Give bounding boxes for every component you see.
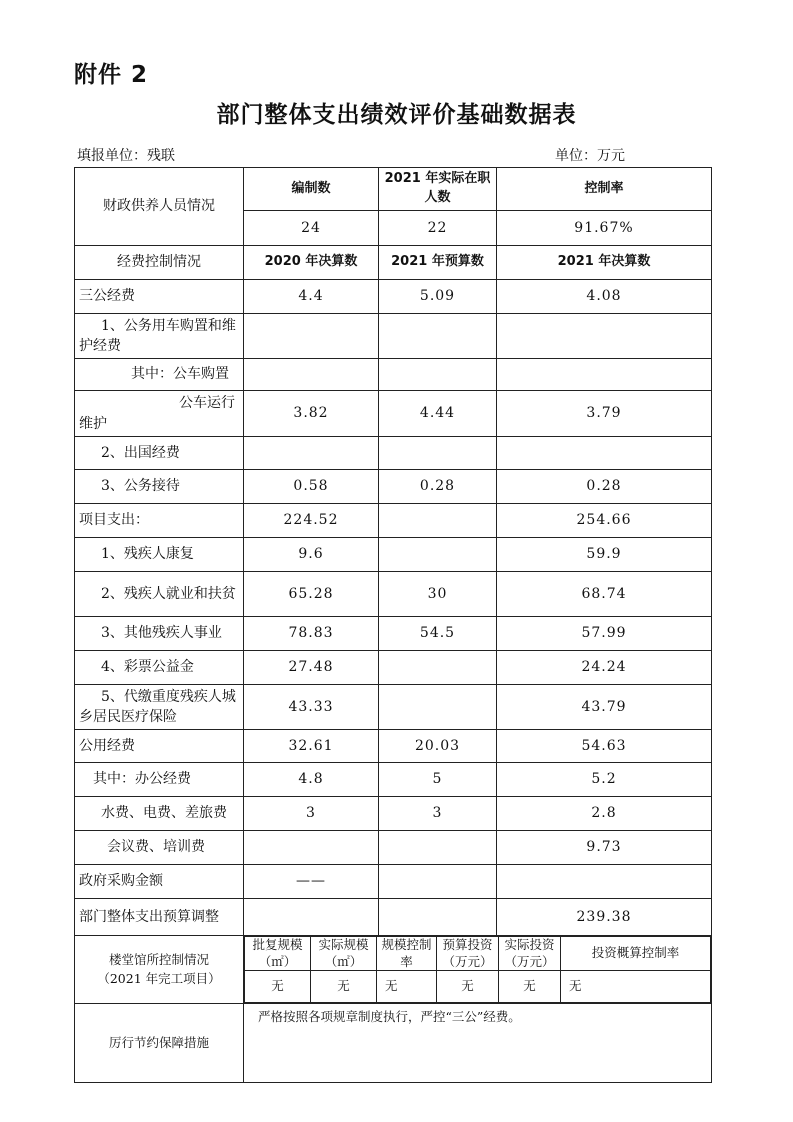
row-value-2021-budget [379, 865, 497, 899]
row-value-2021-final: 24.24 [497, 651, 712, 685]
row-value-2021-final: 54.63 [497, 730, 712, 763]
row-value-2021-budget: 0.28 [379, 470, 497, 504]
row-label: 其中：公车购置 [75, 359, 244, 391]
staff-value1: 24 [244, 211, 379, 246]
row-value-2021-final: 43.79 [497, 685, 712, 730]
row-value-2020: 3.82 [244, 391, 379, 437]
row-value-2020: 4.4 [244, 280, 379, 314]
building-approved-scale-header: 批复规模（㎡） [245, 937, 311, 971]
row-value-2020: 78.83 [244, 617, 379, 651]
row-label: 部门整体支出预算调整 [75, 899, 244, 936]
page-title: 部门整体支出绩效评价基础数据表 [216, 102, 577, 128]
row-value-2020: 9.6 [244, 538, 379, 572]
row-value-2020 [244, 359, 379, 391]
building-label-line1: 楼堂馆所控制情况 [108, 952, 209, 968]
table-row [75, 572, 712, 617]
building-label [75, 936, 244, 1004]
row-value-2020: 65.28 [244, 572, 379, 617]
row-value-2021-budget [379, 504, 497, 538]
row-label: 公车运行维护 [75, 391, 244, 437]
row-value-2021-final: 68.74 [497, 572, 712, 617]
row-value-2021-final: 254.66 [497, 504, 712, 538]
row-value-2020: 0.58 [244, 470, 379, 504]
row-value-2020: 32.61 [244, 730, 379, 763]
row-value-2021-final: 5.2 [497, 763, 712, 797]
row-label: 水费、电费、差旅费 [75, 797, 244, 831]
row-label: 3、其他残疾人事业 [75, 617, 244, 651]
row-value-2021-final: 239.38 [497, 899, 712, 936]
building-scale-rate-header: 规模控制率 [377, 937, 437, 971]
row-value-2021-final [497, 359, 712, 391]
row-value-2020 [244, 314, 379, 359]
row-value-2021-final [497, 865, 712, 899]
staff-col2: 2021 年实际在职人数 [379, 168, 497, 211]
row-value-2021-final: 2.8 [497, 797, 712, 831]
row-value-2020: 224.52 [244, 504, 379, 538]
row-value-2021-budget [379, 685, 497, 730]
staff-label: 财政供养人员情况 [75, 168, 244, 246]
row-label: 1、残疾人康复 [75, 538, 244, 572]
table-row [75, 865, 712, 899]
row-value-2021-final: 9.73 [497, 831, 712, 865]
table-row [75, 314, 712, 359]
row-value-2021-budget: 4.44 [379, 391, 497, 437]
table-row [75, 685, 712, 730]
row-label: 其中：办公经费 [75, 763, 244, 797]
data-table [74, 167, 712, 1083]
table-row [75, 437, 712, 470]
row-label: 1、公务用车购置和维护经费 [75, 314, 244, 359]
funds-col1: 2020 年决算数 [244, 246, 379, 280]
building-investment-rate-value: 无 [561, 971, 711, 1003]
fill-unit: 填报单位：残联 [77, 148, 175, 164]
building-scale-rate-value: 无 [377, 971, 437, 1003]
row-value-2021-final: 59.9 [497, 538, 712, 572]
row-label: 项目支出： [75, 504, 244, 538]
row-value-2021-budget: 5.09 [379, 280, 497, 314]
building-label-line2: （2021 年完工项目） [97, 970, 221, 986]
row-label: 政府采购金额 [75, 865, 244, 899]
row-value-2021-budget: 30 [379, 572, 497, 617]
building-actual-investment-value: 无 [499, 971, 561, 1003]
savings-label: 厉行节约保障措施 [75, 1004, 244, 1083]
row-label: 2、出国经费 [75, 437, 244, 470]
building-actual-scale-value: 无 [311, 971, 377, 1003]
row-value-2020: 4.8 [244, 763, 379, 797]
row-value-2021-budget: 54.5 [379, 617, 497, 651]
row-value-2021-final: 3.79 [497, 391, 712, 437]
table-row [75, 504, 712, 538]
building-actual-scale-header: 实际规模（㎡） [311, 937, 377, 971]
row-value-2021-final: 57.99 [497, 617, 712, 651]
row-label: 会议费、培训费 [75, 831, 244, 865]
row-value-2021-budget [379, 314, 497, 359]
row-label: 5、代缴重度残疾人城乡居民医疗保险 [75, 685, 244, 730]
building-investment-rate-header: 投资概算控制率 [561, 937, 711, 971]
row-value-2020: —— [244, 865, 379, 899]
row-label: 3、公务接待 [75, 470, 244, 504]
building-budget-investment-value: 无 [437, 971, 499, 1003]
row-value-2020: 3 [244, 797, 379, 831]
row-label: 4、彩票公益金 [75, 651, 244, 685]
money-unit: 单位：万元 [555, 148, 625, 164]
row-value-2021-final [497, 437, 712, 470]
row-value-2021-budget [379, 359, 497, 391]
row-value-2021-budget [379, 899, 497, 936]
row-value-2021-final: 4.08 [497, 280, 712, 314]
building-budget-investment-header: 预算投资（万元） [437, 937, 499, 971]
table-row [75, 797, 712, 831]
building-approved-scale-value: 无 [245, 971, 311, 1003]
row-value-2020 [244, 437, 379, 470]
row-value-2021-final: 0.28 [497, 470, 712, 504]
staff-col1: 编制数 [244, 168, 379, 211]
table-row [75, 763, 712, 797]
table-row [75, 730, 712, 763]
row-value-2021-budget [379, 538, 497, 572]
row-value-2020: 27.48 [244, 651, 379, 685]
table-row [75, 651, 712, 685]
staff-value2: 22 [379, 211, 497, 246]
table-row [75, 538, 712, 572]
building-actual-investment-header: 实际投资（万元） [499, 937, 561, 971]
row-label: 三公经费 [75, 280, 244, 314]
row-value-2021-budget: 3 [379, 797, 497, 831]
row-value-2021-final [497, 314, 712, 359]
row-value-2021-budget [379, 437, 497, 470]
funds-col2: 2021 年预算数 [379, 246, 497, 280]
row-value-2020 [244, 899, 379, 936]
staff-col3: 控制率 [497, 168, 712, 211]
row-label: 公用经费 [75, 730, 244, 763]
table-row [75, 280, 712, 314]
table-row [75, 359, 712, 391]
table-row [75, 899, 712, 936]
row-value-2020: 43.33 [244, 685, 379, 730]
savings-text: 严格按照各项规章制度执行，严控“三公”经费。 [244, 1004, 712, 1083]
row-label: 2、残疾人就业和扶贫 [75, 572, 244, 617]
row-value-2021-budget: 20.03 [379, 730, 497, 763]
building-subtable [244, 936, 711, 1003]
row-value-2021-budget: 5 [379, 763, 497, 797]
row-value-2020 [244, 831, 379, 865]
funds-col3: 2021 年决算数 [497, 246, 712, 280]
row-value-2021-budget [379, 831, 497, 865]
row-value-2021-budget [379, 651, 497, 685]
table-row [75, 831, 712, 865]
table-row [75, 617, 712, 651]
funds-label: 经费控制情况 [75, 246, 244, 280]
attachment-label: 附件 2 [74, 62, 149, 88]
table-row [75, 391, 712, 437]
staff-value3: 91.67% [497, 211, 712, 246]
table-row [75, 470, 712, 504]
